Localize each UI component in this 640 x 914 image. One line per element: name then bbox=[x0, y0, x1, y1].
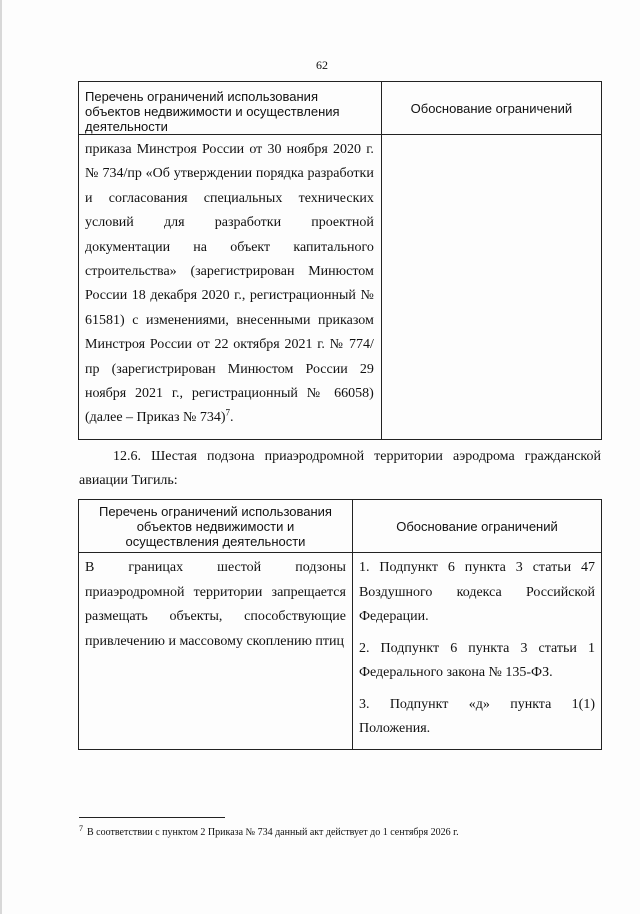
paragraph-text: 12.6. Шестая подзона приаэродромной территории аэродрома гражданской авиации Тигиль: bbox=[79, 449, 601, 488]
table-row bbox=[79, 135, 602, 440]
restriction-cell: В границах шестой подзоны приаэродромной территории запрещается размещать объекты, способствующие привлечению и массовому скоплению птиц bbox=[79, 553, 353, 750]
restrictions-table-continued bbox=[78, 81, 602, 440]
footnote-number: 7 bbox=[79, 823, 83, 833]
grounds-cell bbox=[352, 553, 601, 750]
table-row bbox=[79, 553, 602, 750]
restriction-cell: приказа Минстроя России от 30 ноября 2020 г. № 734/пр «Об утверждении порядка разработки и согласования специальных технических условий для разработки проектной документации на объект капитального строительства» (зарегистрирован Минюстом России 18 декабря 2020 г., регистрационный № 61581) с изменениями, внесенными приказом Минстроя России от 22 октября 2021 г. № 774/пр (зарегистрирован Минюстом России 29 ноября 2021 г., регистрационный № 66058) (далее – Приказ № 734)$^7$. bbox=[79, 135, 382, 440]
footnote-text: В соответствии с пунктом 2 Приказа № 734 данный акт действует до 1 сентября 2026 г. bbox=[87, 827, 459, 838]
ground-item: 2. Подпункт 6 пункта 3 статьи 1 Федерального закона № 135-ФЗ. bbox=[358, 640, 595, 680]
footnote bbox=[79, 823, 609, 839]
ground-item: 1. Подпункт 6 пункта 3 статьи 47 Воздушного кодекса Российской Федерации. bbox=[358, 560, 595, 624]
table-header-row bbox=[79, 500, 602, 553]
page-number: 62 bbox=[316, 58, 328, 72]
table-header-row bbox=[79, 82, 602, 135]
footnote-reference: 7 bbox=[225, 407, 230, 418]
grounds-cell-empty bbox=[381, 135, 601, 440]
header-restriction-grounds: Обоснование ограничений bbox=[381, 82, 601, 135]
header-restrictions-list: Перечень ограничений использования объектов недвижимости и осуществления деятельности bbox=[79, 82, 382, 135]
header-restrictions-list: Перечень ограничений использования объектов недвижимости и осуществления деятельности bbox=[79, 500, 353, 553]
header-restriction-grounds: Обоснование ограничений bbox=[352, 500, 601, 553]
footnote-separator bbox=[79, 817, 225, 818]
restriction-text: приказа Минстроя России от 30 ноября 2020 г. № 734/пр «Об утверждении порядка разработки и согласования специальных технических условий для разработки проектной документации на объект капитального строительства» (зарегистрирован Минюстом России 18 декабря 2020 г., регистрационный № 61581) с изменениями, внесенными приказом Минстроя России от 22 октября 2021 г. № 774/пр (зарегистрирован Минюстом России 29 ноября 2021 г., регистрационный № 66058) (далее – Приказ № 734) bbox=[85, 142, 374, 426]
ground-item: 3. Подпункт «д» пункта 1(1) Положения. bbox=[358, 696, 595, 736]
sixth-subzone-table bbox=[78, 499, 602, 750]
section-paragraph bbox=[79, 445, 601, 493]
